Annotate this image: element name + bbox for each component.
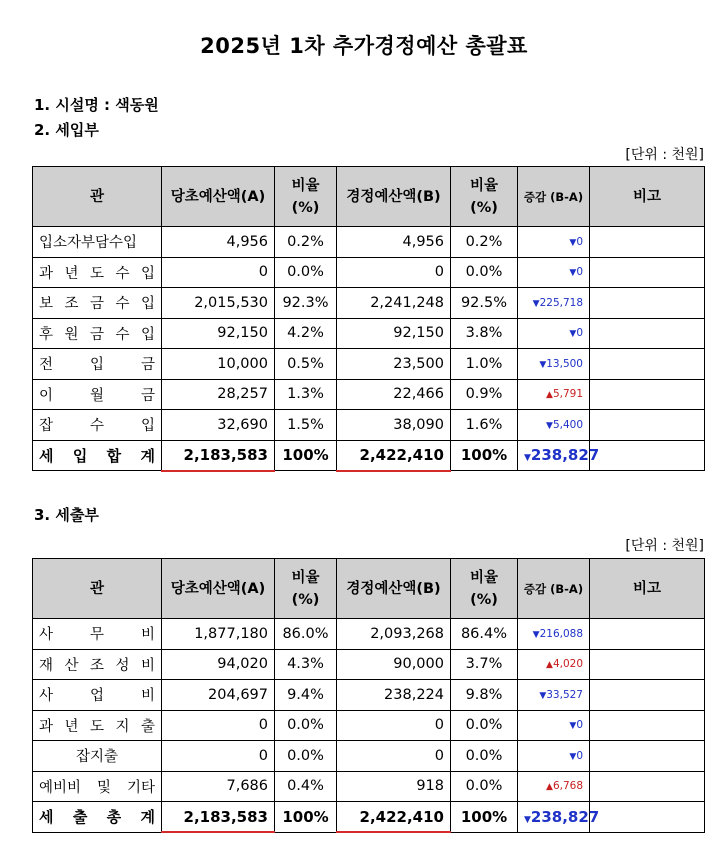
triangle-up-icon: ▲ xyxy=(546,782,553,793)
expenditure-revised-amount: 238,224 xyxy=(337,680,451,711)
expenditure-revised-amount: 0 xyxy=(337,710,451,741)
revenue-initial-amount: 2,183,583 xyxy=(162,440,275,471)
triangle-down-icon: ▼ xyxy=(539,690,547,701)
revenue-revised-ratio: 0.2% xyxy=(451,227,518,258)
revenue-revised-amount: 2,241,248 xyxy=(337,288,451,319)
expenditure-initial-amount: 94,020 xyxy=(162,649,275,680)
expenditure-header-change-label: 증감 (B-A) xyxy=(523,581,584,596)
revenue-revised-ratio: 92.5% xyxy=(451,288,518,319)
revenue-note-cell xyxy=(590,410,705,441)
triangle-down-icon: ▼ xyxy=(569,721,577,732)
revenue-revised-amount: 92,150 xyxy=(337,318,451,349)
expenditure-initial-amount: 1,877,180 xyxy=(162,619,275,650)
expenditure-revised-ratio: 3.7% xyxy=(451,649,518,680)
expenditure-change-amount: ▼0 xyxy=(518,741,590,772)
expenditure-change-amount: ▼216,088 xyxy=(518,619,590,650)
expenditure-revised-ratio: 0.0% xyxy=(451,710,518,741)
expenditure-category-name: 세 출 총 계 xyxy=(33,802,162,833)
expenditure-header-ratio-b: 비율 (%) xyxy=(451,559,518,619)
expenditure-total-row xyxy=(33,802,705,833)
revenue-revised-ratio: 0.0% xyxy=(451,257,518,288)
expenditure-category-name: 과 년 도 지 출 xyxy=(33,710,162,741)
table-row xyxy=(33,649,705,680)
expenditure-header-ratio-a: 비율 (%) xyxy=(275,559,337,619)
table-row xyxy=(33,410,705,441)
revenue-table xyxy=(32,166,705,472)
expenditure-header-initial: 당초예산액(A) xyxy=(162,559,275,619)
expenditure-change-amount: ▼0 xyxy=(518,710,590,741)
table-row xyxy=(33,741,705,772)
revenue-change-amount: ▼225,718 xyxy=(518,288,590,319)
triangle-down-icon: ▼ xyxy=(524,453,531,464)
revenue-category-name: 보 조 금 수 입 xyxy=(33,288,162,319)
revenue-category-name: 전 입 금 xyxy=(33,349,162,380)
revenue-header-change xyxy=(518,167,590,227)
revenue-change-amount: ▼0 xyxy=(518,318,590,349)
revenue-revised-ratio: 100% xyxy=(451,440,518,471)
triangle-down-icon: ▼ xyxy=(569,751,577,762)
expenditure-initial-amount: 204,697 xyxy=(162,680,275,711)
expenditure-change-amount: ▲4,020 xyxy=(518,649,590,680)
expenditure-header-change xyxy=(518,559,590,619)
expenditure-unit-label: [단위 : 천원] xyxy=(625,538,704,554)
expenditure-initial-amount: 0 xyxy=(162,710,275,741)
expenditure-initial-ratio: 0.4% xyxy=(275,771,337,802)
table-row xyxy=(33,257,705,288)
table-row xyxy=(33,349,705,380)
revenue-change-amount: ▼0 xyxy=(518,227,590,258)
revenue-header-change-label: 증감 (B-A) xyxy=(523,189,584,204)
expenditure-table xyxy=(32,558,705,833)
revenue-note-cell xyxy=(590,257,705,288)
expenditure-initial-amount: 0 xyxy=(162,741,275,772)
revenue-note-cell xyxy=(590,349,705,380)
revenue-revised-amount: 2,422,410 xyxy=(337,440,451,471)
revenue-header-note: 비고 xyxy=(590,167,705,227)
revenue-note-cell xyxy=(590,379,705,410)
expenditure-initial-ratio: 100% xyxy=(275,802,337,833)
expenditure-header-note: 비고 xyxy=(590,559,705,619)
revenue-initial-amount: 2,015,530 xyxy=(162,288,275,319)
expenditure-category-name: 예비비 및 기타 xyxy=(33,771,162,802)
expenditure-note-cell xyxy=(590,649,705,680)
expenditure-initial-ratio: 0.0% xyxy=(275,741,337,772)
revenue-initial-amount: 10,000 xyxy=(162,349,275,380)
expenditure-initial-amount: 2,183,583 xyxy=(162,802,275,833)
revenue-revised-ratio: 3.8% xyxy=(451,318,518,349)
revenue-revised-amount: 0 xyxy=(337,257,451,288)
revenue-initial-ratio: 0.0% xyxy=(275,257,337,288)
table-row xyxy=(33,318,705,349)
revenue-header-initial: 당초예산액(A) xyxy=(162,167,275,227)
expenditure-revised-amount: 90,000 xyxy=(337,649,451,680)
revenue-category-name: 세 입 합 계 xyxy=(33,440,162,471)
triangle-down-icon: ▼ xyxy=(532,629,540,640)
table-row xyxy=(33,680,705,711)
revenue-header-revised: 경정예산액(B) xyxy=(337,167,451,227)
revenue-category-name: 입소자부담수입 xyxy=(33,227,162,258)
expenditure-note-cell xyxy=(590,619,705,650)
expenditure-note-cell xyxy=(590,771,705,802)
expenditure-revised-amount: 918 xyxy=(337,771,451,802)
expenditure-initial-amount: 7,686 xyxy=(162,771,275,802)
revenue-change-amount: ▼5,400 xyxy=(518,410,590,441)
revenue-initial-ratio: 100% xyxy=(275,440,337,471)
triangle-down-icon: ▼ xyxy=(569,237,577,248)
triangle-up-icon: ▲ xyxy=(546,660,553,671)
revenue-change-amount: ▼13,500 xyxy=(518,349,590,380)
expenditure-header-row xyxy=(33,559,705,619)
triangle-down-icon: ▼ xyxy=(539,359,547,370)
table-row xyxy=(33,227,705,258)
revenue-category-name: 이 월 금 xyxy=(33,379,162,410)
expenditure-initial-ratio: 0.0% xyxy=(275,710,337,741)
revenue-initial-amount: 4,956 xyxy=(162,227,275,258)
triangle-down-icon: ▼ xyxy=(524,814,531,825)
expenditure-note-cell xyxy=(590,710,705,741)
revenue-change-amount: ▼0 xyxy=(518,257,590,288)
triangle-down-icon: ▼ xyxy=(569,329,577,340)
revenue-note-cell xyxy=(590,440,705,471)
expenditure-change-amount: ▼238,827 xyxy=(518,802,590,833)
table-row xyxy=(33,771,705,802)
expenditure-revised-amount: 2,093,268 xyxy=(337,619,451,650)
revenue-note-cell xyxy=(590,227,705,258)
expenditure-category-name: 사 업 비 xyxy=(33,680,162,711)
facility-label: 1. 시설명 : 색동원 xyxy=(34,96,159,114)
expenditure-header-revised: 경정예산액(B) xyxy=(337,559,451,619)
expenditure-revised-ratio: 0.0% xyxy=(451,741,518,772)
revenue-initial-ratio: 0.5% xyxy=(275,349,337,380)
table-row xyxy=(33,619,705,650)
expenditure-category-name: 사 무 비 xyxy=(33,619,162,650)
expenditure-revised-ratio: 86.4% xyxy=(451,619,518,650)
table-row xyxy=(33,379,705,410)
revenue-header-category: 관 xyxy=(33,167,162,227)
revenue-note-cell xyxy=(590,288,705,319)
revenue-initial-ratio: 0.2% xyxy=(275,227,337,258)
expenditure-heading: 3. 세출부 xyxy=(34,506,99,524)
revenue-initial-ratio: 1.3% xyxy=(275,379,337,410)
expenditure-category-name: 잡지출 xyxy=(33,741,162,772)
expenditure-change-amount: ▼33,527 xyxy=(518,680,590,711)
revenue-unit-label: [단위 : 천원] xyxy=(625,147,704,163)
expenditure-initial-ratio: 4.3% xyxy=(275,649,337,680)
expenditure-header-category: 관 xyxy=(33,559,162,619)
expenditure-revised-amount: 2,422,410 xyxy=(337,802,451,833)
revenue-category-name: 잡 수 입 xyxy=(33,410,162,441)
revenue-initial-amount: 28,257 xyxy=(162,379,275,410)
revenue-category-name: 후 원 금 수 입 xyxy=(33,318,162,349)
page-title: 2025년 1차 추가경정예산 총괄표 xyxy=(200,34,528,58)
table-row xyxy=(33,710,705,741)
revenue-note-cell xyxy=(590,318,705,349)
revenue-revised-amount: 38,090 xyxy=(337,410,451,441)
revenue-initial-ratio: 1.5% xyxy=(275,410,337,441)
revenue-revised-ratio: 1.0% xyxy=(451,349,518,380)
revenue-initial-amount: 0 xyxy=(162,257,275,288)
revenue-total-row xyxy=(33,440,705,471)
expenditure-revised-amount: 0 xyxy=(337,741,451,772)
expenditure-revised-ratio: 100% xyxy=(451,802,518,833)
revenue-initial-amount: 92,150 xyxy=(162,318,275,349)
revenue-category-name: 과 년 도 수 입 xyxy=(33,257,162,288)
expenditure-initial-ratio: 9.4% xyxy=(275,680,337,711)
revenue-header-ratio-a: 비율 (%) xyxy=(275,167,337,227)
triangle-up-icon: ▲ xyxy=(546,390,553,401)
expenditure-note-cell xyxy=(590,802,705,833)
expenditure-revised-ratio: 9.8% xyxy=(451,680,518,711)
expenditure-initial-ratio: 86.0% xyxy=(275,619,337,650)
revenue-initial-ratio: 92.3% xyxy=(275,288,337,319)
table-row xyxy=(33,288,705,319)
revenue-revised-amount: 23,500 xyxy=(337,349,451,380)
revenue-change-amount: ▼238,827 xyxy=(518,440,590,471)
expenditure-revised-ratio: 0.0% xyxy=(451,771,518,802)
revenue-initial-amount: 32,690 xyxy=(162,410,275,441)
expenditure-note-cell xyxy=(590,741,705,772)
revenue-change-amount: ▲5,791 xyxy=(518,379,590,410)
revenue-revised-ratio: 0.9% xyxy=(451,379,518,410)
triangle-down-icon: ▼ xyxy=(569,268,577,279)
revenue-revised-amount: 4,956 xyxy=(337,227,451,258)
expenditure-change-amount: ▲6,768 xyxy=(518,771,590,802)
triangle-down-icon: ▼ xyxy=(532,298,540,309)
revenue-header-ratio-b: 비율 (%) xyxy=(451,167,518,227)
revenue-initial-ratio: 4.2% xyxy=(275,318,337,349)
triangle-down-icon: ▼ xyxy=(546,420,553,431)
expenditure-category-name: 재 산 조 성 비 xyxy=(33,649,162,680)
expenditure-note-cell xyxy=(590,680,705,711)
revenue-heading: 2. 세입부 xyxy=(34,121,99,139)
revenue-header-row xyxy=(33,167,705,227)
revenue-revised-ratio: 1.6% xyxy=(451,410,518,441)
revenue-revised-amount: 22,466 xyxy=(337,379,451,410)
